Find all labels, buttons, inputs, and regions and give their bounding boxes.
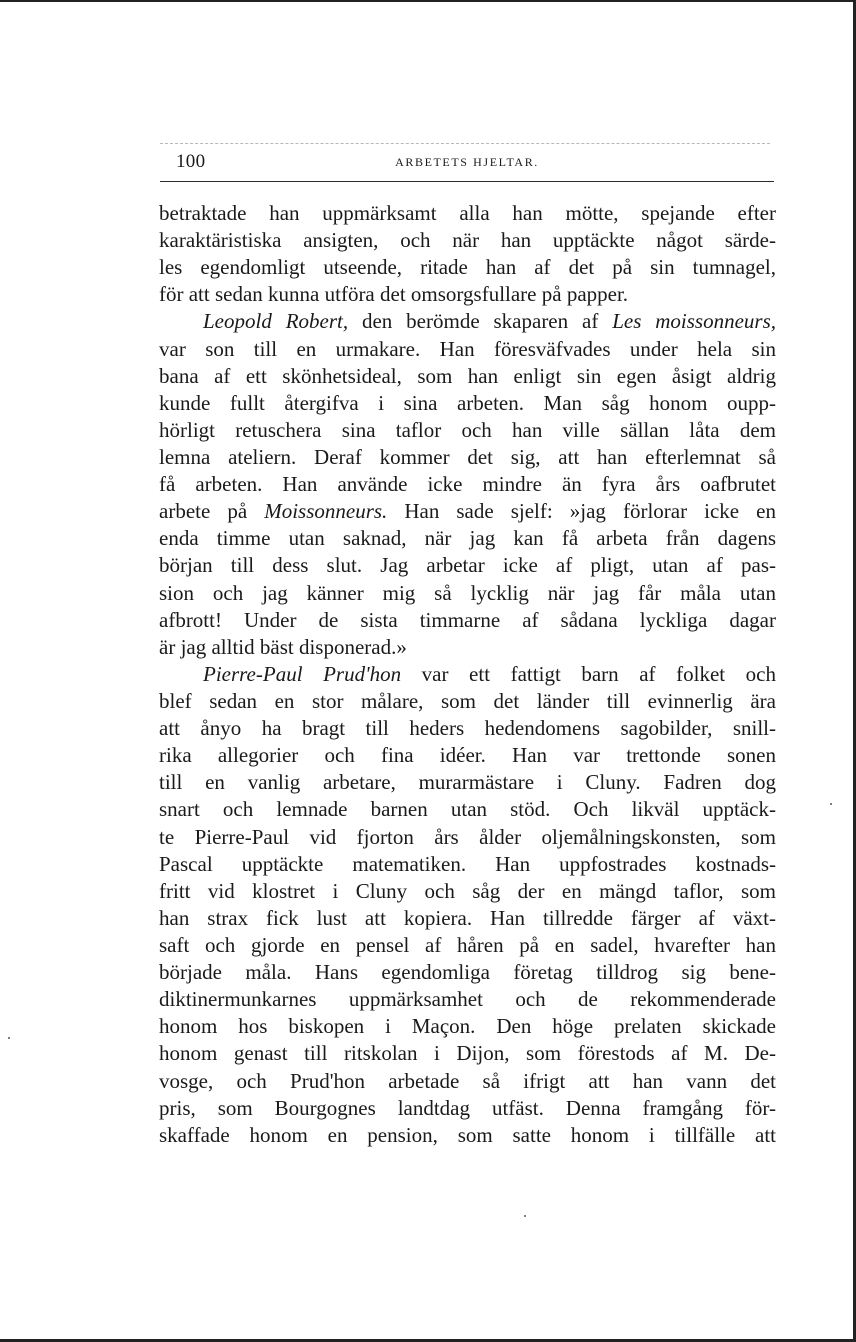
paper-speck [524, 1215, 526, 1217]
page-header [160, 148, 774, 176]
text-run: bana af ett skönhetsideal, som han enligt sin egen åsigt aldrig [159, 363, 776, 388]
text-line [159, 905, 776, 932]
paper-speck [830, 803, 832, 805]
text-run: pris, som Bourgognes landtdag utfäst. Denna framgång för- [159, 1095, 776, 1120]
text-run: fritt vid klostret i Cluny och såg der en mängd taflor, som [159, 878, 776, 903]
text-line [159, 878, 776, 905]
text-line [159, 688, 776, 715]
italic-name: Pierre-Paul Prud'hon [203, 661, 402, 686]
text-line [159, 661, 776, 688]
text-run: vosge, och Prud'hon arbetade så ifrigt att han vann det [159, 1068, 776, 1093]
text-line [159, 281, 776, 308]
text-run: honom genast till ritskolan i Dijon, som förestods af M. De- [159, 1041, 776, 1066]
header-rule [160, 181, 774, 182]
text-line [159, 308, 776, 335]
text-run: få arbeten. Han använde icke mindre än fyra års oafbrutet [159, 472, 776, 497]
text-line [159, 200, 776, 227]
paper-speck [8, 1037, 10, 1039]
italic-name: Leopold Robert, [203, 309, 349, 334]
text-line [159, 932, 776, 959]
text-run: snart och lemnade barnen utan stöd. Och likväl upptäck- [159, 797, 776, 822]
text-line [159, 715, 776, 742]
text-line [159, 769, 776, 796]
text-run: kunde fullt återgifva i sina arbeten. Man såg honom oupp- [159, 390, 776, 415]
italic-name: Les moissonneurs, [612, 309, 776, 334]
text-run: diktinermunkarnes uppmärksamhet och de rekommenderade [159, 987, 776, 1012]
text-line [159, 607, 776, 634]
text-line [159, 634, 776, 661]
body-text [159, 200, 776, 1149]
text-line [159, 444, 776, 471]
text-run: han strax fick lust att kopiera. Han tillredde färger af växt- [159, 905, 776, 930]
text-line [159, 986, 776, 1013]
text-line [159, 851, 776, 878]
text-run: betraktade han uppmärksamt alla han mötte, spejande efter [159, 201, 776, 225]
text-run: enda timme utan saknad, när jag kan få arbeta från dagens [159, 526, 776, 551]
text-run: afbrott! Under de sista timmarne af sådana lyckliga dagar [159, 607, 776, 632]
text-run: att ånyo ha bragt till heders hedendomens sagobilder, snill- [159, 716, 776, 741]
text-run: te Pierre-Paul vid fjorton års ålder oljemålningskonsten, som [159, 824, 776, 849]
text-run: började måla. Hans egendomliga företag tilldrog sig bene- [159, 960, 776, 985]
page-number: 100 [176, 151, 206, 172]
text-line [159, 796, 776, 823]
text-run: hörligt retuschera sina taflor och han ville sällan låta dem [159, 417, 776, 442]
scan-edge-top [0, 0, 856, 2]
text-line [159, 1013, 776, 1040]
running-title: ARBETETS HJELTAR. [395, 155, 539, 169]
text-run: saft och gjorde en pensel af håren på en sadel, hvarefter han [159, 932, 776, 957]
text-run: var son till en urmakare. Han föresväfvades under hela sin [159, 336, 776, 361]
text-run: honom hos biskopen i Maçon. Den höge prelaten skickade [159, 1014, 776, 1039]
text-run: Han sade sjelf: »jag förlorar icke en [387, 499, 776, 524]
text-run: skaffade honom en pension, som satte honom i tillfälle att [159, 1122, 776, 1147]
text-run: Pascal upptäckte matematiken. Han uppfostrades kostnads- [159, 851, 776, 876]
text-line [159, 525, 776, 552]
text-run: sion och jag känner mig så lycklig när jag får måla utan [159, 580, 776, 605]
text-run: början till dess slut. Jag arbetar icke af pligt, utan af pas- [159, 553, 776, 578]
text-run: rika allegorier och fina idéer. Han var trettonde sonen [159, 743, 776, 768]
text-line [159, 824, 776, 851]
text-line [159, 742, 776, 769]
faint-top-rule [160, 143, 770, 145]
text-run: den berömde skaparen af [348, 309, 613, 334]
text-line [159, 417, 776, 444]
text-run: karaktäristiska ansigten, och när han upptäckte något särde- [159, 228, 776, 253]
text-line [159, 1122, 776, 1149]
text-line [159, 254, 776, 281]
text-run: var ett fattigt barn af folket och [401, 661, 777, 686]
text-line [159, 363, 776, 390]
text-run: blef sedan en stor målare, som det länder till evinnerlig ära [159, 688, 776, 713]
text-line [159, 1095, 776, 1122]
text-line [159, 336, 776, 363]
italic-name: Moissonneurs. [264, 499, 388, 524]
text-line [159, 1068, 776, 1095]
text-line [159, 471, 776, 498]
text-run: lemna ateliern. Deraf kommer det sig, att han efterlemnat så [159, 444, 776, 469]
text-run: är jag alltid bäst disponerad.» [159, 634, 407, 659]
text-line [159, 959, 776, 986]
text-line [159, 498, 776, 525]
text-line [159, 227, 776, 254]
text-line [159, 390, 776, 417]
text-run: för att sedan kunna utföra det omsorgsfullare på papper. [159, 282, 629, 307]
text-line [159, 552, 776, 579]
text-run: arbete på [159, 499, 265, 524]
text-line [159, 1040, 776, 1067]
text-run: till en vanlig arbetare, murarmästare i Cluny. Fadren dog [159, 770, 776, 795]
text-line [159, 580, 776, 607]
text-run: les egendomligt utseende, ritade han af det på sin tumnagel, [159, 255, 776, 280]
